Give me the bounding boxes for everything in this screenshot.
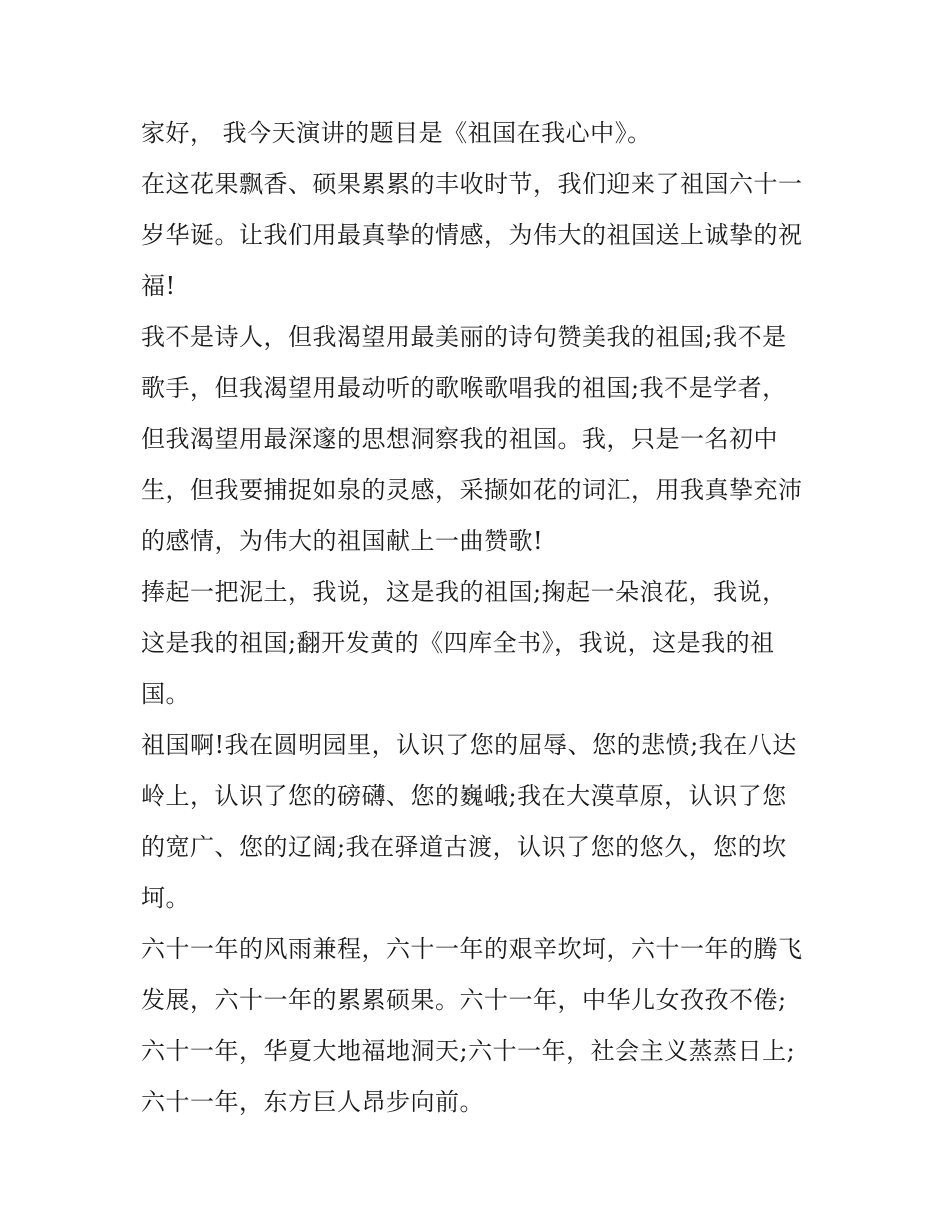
text-line: 六十一年的风雨兼程，六十一年的艰辛坎坷，六十一年的腾飞	[141, 935, 803, 963]
text-line: 家好， 我今天演讲的题目是《祖国在我心中》。	[141, 119, 652, 147]
text-line: 但我渴望用最深邃的思想洞察我的祖国。我，只是一名初中	[141, 425, 778, 453]
text-line: 这是我的祖国;翻开发黄的《四库全书》，我说，这是我的祖	[141, 629, 775, 657]
text-line: 生，但我要捕捉如泉的灵感，采撷如花的词汇，用我真挚充沛	[141, 476, 803, 504]
text-line: 捧起一把泥土，我说，这是我的祖国;掬起一朵浪花，我说，	[141, 578, 787, 606]
text-line: 岁华诞。让我们用最真挚的情感，为伟大的祖国送上诚挚的祝	[141, 221, 803, 249]
text-line: 福!	[141, 272, 176, 300]
text-line: 祖国啊!我在圆明园里，认识了您的屈辱、您的悲愤;我在八达	[141, 731, 797, 759]
text-line: 的宽广、您的辽阔;我在驿道古渡，认识了您的悠久，您的坎	[141, 833, 787, 861]
text-line: 坷。	[141, 884, 190, 912]
text-line: 六十一年，东方巨人昂步向前。	[141, 1088, 484, 1116]
text-line: 岭上，认识了您的磅礴、您的巍峨;我在大漠草原，认识了您	[141, 782, 787, 810]
text-line: 国。	[141, 680, 190, 708]
text-line: 歌手，但我渴望用最动听的歌喉歌唱我的祖国;我不是学者，	[141, 374, 787, 402]
text-line: 在这花果飘香、硕果累累的丰收时节，我们迎来了祖国六十一	[141, 170, 803, 198]
text-line: 六十一年，华夏大地福地洞天;六十一年，社会主义蒸蒸日上;	[141, 1037, 796, 1065]
text-line: 我不是诗人，但我渴望用最美丽的诗句赞美我的祖国;我不是	[141, 323, 787, 351]
text-line: 发展，六十一年的累累硕果。六十一年，中华儿女孜孜不倦;	[141, 986, 787, 1014]
speech-text	[141, 108, 821, 1128]
text-line: 的感情，为伟大的祖国献上一曲赞歌!	[141, 527, 544, 555]
